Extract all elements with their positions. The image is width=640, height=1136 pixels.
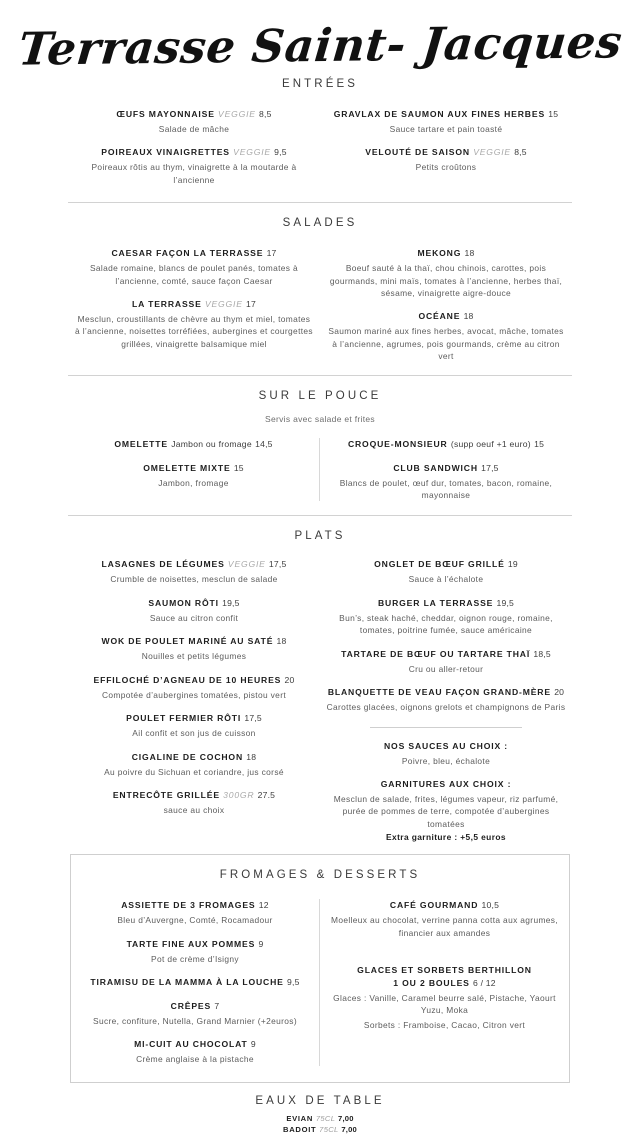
menu-item (74, 674, 314, 701)
restaurant-title-block (0, 0, 640, 78)
item-name: TARTE FINE AUX POMMES 9 (126, 938, 264, 949)
item-name: CIGALINE DE COCHON 18 (131, 751, 257, 762)
item-name: TARTARE DE BŒUF OU TARTARE THAÏ 18,5 (341, 648, 551, 659)
item-name: CAESAR FAÇON LA TERRASSE 17 (111, 248, 277, 259)
item-tag: VEGGIE (473, 147, 511, 158)
menu-item (81, 938, 309, 965)
item-description: Crème anglaise à la pistache (136, 1054, 254, 1065)
menu-item (74, 789, 314, 816)
item-description: Sucre, confiture, Nutella, Grand Marnier (+2euros) (93, 1015, 297, 1026)
desserts-box (70, 854, 570, 1083)
item-description: Poireaux rôtis au thym, vinaigrette à la moutarde à l’ancienne (91, 162, 297, 185)
page-title: Terrasse Saint- Jacques (15, 15, 625, 76)
item-price: 18 (464, 248, 475, 259)
item-price: 17 (266, 248, 277, 259)
menu-item (74, 146, 314, 186)
sorbets-flavours: Sorbets : Framboise, Cacao, Citron vert (363, 1019, 526, 1030)
section-heading-eaux: EAUX DE TABLE (255, 1094, 385, 1107)
menu-item (330, 899, 559, 939)
item-name: VELOUTÉ DE SAISON VEGGIE 8,5 (365, 147, 527, 158)
menu-item (326, 648, 566, 675)
menu-item (81, 1038, 309, 1065)
item-name: EFFILOCHÉ D’AGNEAU DE 10 HEURES 20 (93, 674, 295, 685)
item-description: Blancs de poulet, œuf dur, tomates, bacon, romaine, mayonnaise (339, 477, 553, 501)
item-tag: VEGGIE (233, 147, 271, 158)
item-price: 8,5 (514, 147, 527, 158)
item-description: Au poivre du Sichuan et coriandre, jus corsé (104, 766, 284, 777)
garnitures-extra: Extra garniture : +5,5 euros (386, 832, 506, 843)
item-description: Carottes glacées, oignons grelots et champignons de Paris (326, 702, 566, 713)
water-name: BADOIT (283, 1125, 317, 1135)
garnitures-block (326, 778, 566, 842)
section-heading-salades: SALADES (282, 217, 358, 230)
desserts-grid (71, 899, 569, 1066)
item-description: Petits croûtons (415, 162, 477, 173)
item-name: BLANQUETTE DE VEAU FAÇON GRAND-MÈRE 20 (327, 687, 565, 698)
glaces-block (330, 964, 559, 1031)
desserts-column-left (71, 899, 320, 1066)
item-price: 17,5 (268, 559, 287, 570)
glaces-price: 6 / 12 (473, 977, 496, 988)
item-price: 15 (548, 109, 559, 119)
item-name: OMELETTE MIXTE 15 (143, 462, 244, 473)
item-name: CLUB SANDWICH 17,5 (393, 462, 499, 473)
entrees-grid (68, 108, 572, 186)
item-name: ENTRECÔTE GRILLÉE 300GR 27.5 (112, 789, 276, 800)
item-price: 14,5 (255, 438, 273, 449)
section-heading-plats: PLATS (294, 530, 346, 543)
item-price: 18 (246, 751, 257, 762)
item-description: Pot de crème d’Isigny (151, 953, 239, 964)
menu-item (74, 712, 314, 739)
item-name: MI-CUIT AU CHOCOLAT 9 (134, 1039, 256, 1050)
item-name: LASAGNES DE LÉGUMES VEGGIE 17,5 (101, 559, 287, 570)
menu-item (326, 108, 566, 135)
item-description: Saumon mariné aux fines herbes, avocat, mâche, tomates à l’ancienne, agrumes, pois gourmands, crème au citron vert (328, 326, 564, 362)
salades-column-left (68, 247, 320, 362)
sur-le-pouce-column-right (320, 438, 572, 502)
item-description: Boeuf sauté à la thaï, chou chinois, carottes, pois gourmands, mini maïs, tomates à l’ancienne, herbes thaï, sésame, vinaigrette aigre-douce (329, 263, 563, 299)
item-tag: VEGGIE (204, 299, 243, 310)
water-item (0, 1124, 640, 1136)
item-name: LA TERRASSE VEGGIE 17 (132, 299, 256, 310)
glaces-title: GLACES ET SORBETS BERTHILLON (357, 964, 532, 975)
item-description: Ail confit et son jus de cuisson (132, 728, 256, 739)
item-description: Moelleux au chocolat, verrine panna cotta aux agrumes, financier aux amandes (331, 915, 558, 938)
menu-item (81, 899, 309, 926)
menu-item (326, 438, 566, 451)
water-item (0, 1113, 640, 1125)
sur-le-pouce-note: Servis avec salade et frites (265, 413, 375, 424)
menu-item (74, 462, 313, 489)
item-price: 18 (463, 311, 474, 322)
item-price: 27.5 (257, 789, 276, 800)
item-inline-description: (supp oeuf +1 euro) (450, 438, 531, 449)
item-description: Sauce tartare et pain toasté (389, 124, 503, 134)
item-name: POULET FERMIER RÔTI 17,5 (126, 713, 262, 724)
item-name: OCÉANE 18 (418, 311, 474, 322)
item-price: 12 (258, 900, 269, 911)
sur-le-pouce-grid (68, 438, 572, 502)
item-price: 19 (507, 559, 518, 570)
menu-item (81, 976, 309, 989)
menu-item (326, 462, 566, 502)
item-price: 17 (245, 299, 256, 310)
item-price: 7 (214, 1000, 220, 1011)
garnitures-description: Mesclun de salade, frites, légumes vapeur, riz parfumé, purée de pommes de terre, compotée d’aubergines tomatées (333, 793, 559, 829)
menu-item (74, 298, 314, 350)
item-price: 19,5 (496, 597, 515, 608)
salades-grid (68, 247, 572, 362)
item-inline-description: Jambon ou fromage (171, 438, 252, 449)
item-name: POIREAUX VINAIGRETTES VEGGIE 9,5 (101, 147, 287, 158)
menu-item (74, 751, 314, 778)
item-description: Salade romaine, blancs de poulet panés, tomates à l’ancienne, comté, sauce façon Caesar (89, 263, 299, 286)
plats-column-right (320, 558, 572, 842)
menu-item (326, 686, 566, 713)
menu-item (74, 635, 314, 662)
menu-item (326, 310, 566, 362)
sauces-description: Poivre, bleu, échalote (401, 755, 491, 766)
salades-column-right (320, 247, 572, 362)
glaces-flavours: Glaces : Vanille, Caramel beurre salé, Pistache, Yaourt Yuzu, Moka (333, 992, 556, 1016)
sur-le-pouce-column-left (68, 438, 320, 502)
section-heading-desserts: FROMAGES & DESSERTS (219, 869, 421, 882)
item-price: 17,5 (481, 462, 499, 473)
item-name: MEKONG 18 (417, 248, 475, 259)
item-name: BURGER LA TERRASSE 19,5 (377, 597, 515, 608)
item-description: Crumble de noisettes, mesclun de salade (110, 574, 278, 585)
item-name: ONGLET DE BŒUF GRILLÉ 19 (374, 559, 518, 570)
water-volume: 75CL (319, 1125, 339, 1135)
menu-item (74, 247, 314, 287)
menu-item (326, 558, 566, 585)
entrees-column-right (320, 108, 572, 186)
menu-item (326, 247, 566, 299)
item-price: 9 (250, 1039, 256, 1050)
desserts-column-right (320, 899, 569, 1066)
item-name: CRÊPES 7 (170, 1000, 220, 1011)
water-volume: 75CL (315, 1113, 336, 1123)
sauces-title: NOS SAUCES AU CHOIX : (383, 740, 508, 751)
entrees-column-left (68, 108, 320, 186)
item-description: Salade de mâche (158, 124, 230, 134)
item-price: 15 (534, 438, 545, 449)
item-price: 10,5 (481, 900, 500, 911)
item-tag: VEGGIE (227, 559, 266, 570)
item-description: Cru ou aller-retour (408, 663, 484, 674)
item-price: 20 (554, 687, 565, 698)
menu-item (326, 597, 566, 637)
sauces-block (326, 740, 566, 767)
water-price: 7,00 (338, 1113, 354, 1123)
item-price: 17,5 (244, 713, 262, 724)
plats-column-left (68, 558, 320, 842)
item-price: 9 (258, 938, 264, 949)
item-name: OMELETTE Jambon ou fromage 14,5 (114, 438, 273, 449)
menu-item (74, 558, 314, 585)
item-tag: 300GR (223, 789, 255, 800)
item-price: 19,5 (222, 597, 240, 608)
item-name: WOK DE POULET MARINÉ AU SATÉ 18 (101, 636, 287, 647)
item-price: 8,5 (259, 109, 272, 119)
menu-item (326, 146, 566, 173)
glaces-subtitle: 1 OU 2 BOULES 6 / 12 (393, 977, 496, 988)
item-description: Sauce au citron confit (149, 612, 239, 623)
item-tag: VEGGIE (218, 109, 256, 119)
item-description: Bun’s, steak haché, cheddar, oignon rouge, romaine, tomates, poitrine fumée, sauce américaine (339, 612, 553, 636)
item-name: TIRAMISU DE LA MAMMA À LA LOUCHE 9,5 (90, 976, 300, 987)
item-name: ASSIETTE DE 3 FROMAGES 12 (121, 900, 269, 911)
item-name: CAFÉ GOURMAND 10,5 (389, 900, 500, 911)
garnitures-title: GARNITURES AUX CHOIX : (380, 778, 512, 789)
item-name: SAUMON RÔTI 19,5 (148, 597, 240, 608)
item-price: 18 (276, 636, 287, 647)
item-name: ŒUFS MAYONNAISE VEGGIE 8,5 (116, 109, 272, 119)
section-heading-sur-le-pouce: SUR LE POUCE (258, 389, 382, 402)
item-price: 20 (284, 674, 295, 685)
water-price: 7,00 (341, 1125, 357, 1135)
sauces-divider (370, 727, 522, 728)
section-heading-entrees: ENTRÉES (281, 78, 359, 90)
item-description: Jambon, fromage (158, 477, 229, 488)
menu-item (74, 108, 314, 135)
item-description: Sauce à l’échalote (408, 574, 484, 585)
item-price: 9,5 (287, 976, 300, 987)
item-description: Bleu d’Auvergne, Comté, Rocamadour (117, 915, 273, 926)
item-price: 18,5 (533, 648, 551, 659)
item-name: CROQUE-MONSIEUR (supp oeuf +1 euro) 15 (347, 438, 545, 449)
water-name: EVIAN (286, 1113, 314, 1123)
menu-item (74, 597, 314, 624)
menu-item (81, 1000, 309, 1027)
item-price: 15 (233, 462, 244, 473)
item-description: Compotée d’aubergines tomatées, pistou vert (101, 689, 287, 700)
plats-grid (68, 558, 572, 842)
item-description: Mesclun, croustillants de chèvre au thym et miel, tomates à l’ancienne, noisettes torréfiées, aubergines et courgettes grillées, vinaigrette balsamique miel (75, 314, 313, 349)
item-description: sauce au choix (163, 804, 225, 815)
item-name: GRAVLAX DE SAUMON AUX FINES HERBES 15 (333, 109, 559, 119)
menu-item (74, 438, 313, 451)
item-price: 9,5 (274, 147, 287, 158)
item-description: Nouilles et petits légumes (141, 651, 247, 662)
